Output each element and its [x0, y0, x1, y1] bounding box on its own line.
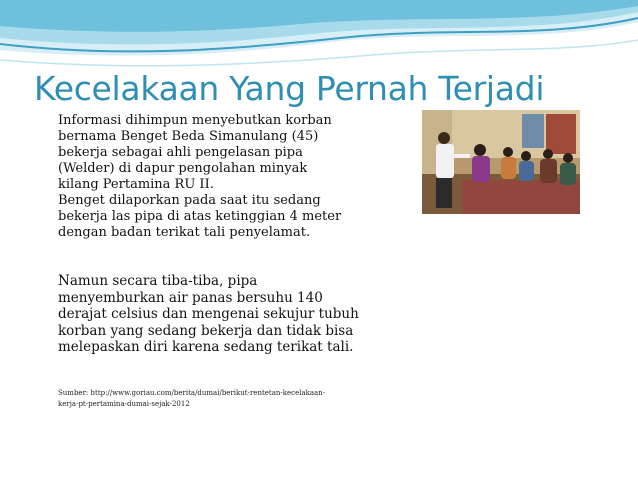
text-line: dengan badan terikat tali penyelamat.	[58, 225, 311, 240]
text-line: bekerja las pipa di atas ketinggian 4 meter	[58, 209, 342, 224]
text-line: korban yang sedang bekerja dan tidak bisa	[58, 322, 354, 339]
source-line: Sumber: http://www.goriau.com/berita/dumai/berikut-rentetan-kecelakaan-	[58, 389, 326, 397]
header-wave-decoration	[0, 0, 638, 80]
text-line: (Welder) di dapur pengolahan minyak	[58, 161, 308, 176]
text-line: bekerja sebagai ahli pengelasan pipa	[58, 145, 303, 160]
source-citation	[58, 388, 398, 410]
paragraph-incident-details	[58, 113, 418, 241]
source-line: kerja-pt-pertamina-dumai-sejak-2012	[58, 400, 190, 408]
slide-title: Kecelakaan Yang Pernah Terjadi	[34, 69, 545, 108]
text-line: Namun secara tiba-tiba, pipa	[58, 273, 258, 289]
text-line: Informasi dihimpun menyebutkan korban	[58, 113, 332, 128]
text-line: melepaskan diri karena sedang terikat tali.	[58, 339, 354, 355]
text-line: bernama Benget Beda Simanulang (45)	[58, 129, 319, 144]
text-line: derajat celsius dan mengenai sekujur tubuh	[58, 306, 359, 322]
people-gathering-photo	[422, 110, 580, 214]
text-line: Benget dilaporkan pada saat itu sedang	[58, 193, 321, 208]
paragraph-incident-cause	[58, 273, 418, 356]
text-line: kilang Pertamina RU II.	[58, 177, 214, 192]
text-line: menyemburkan air panas bersuhu 140	[58, 289, 323, 306]
